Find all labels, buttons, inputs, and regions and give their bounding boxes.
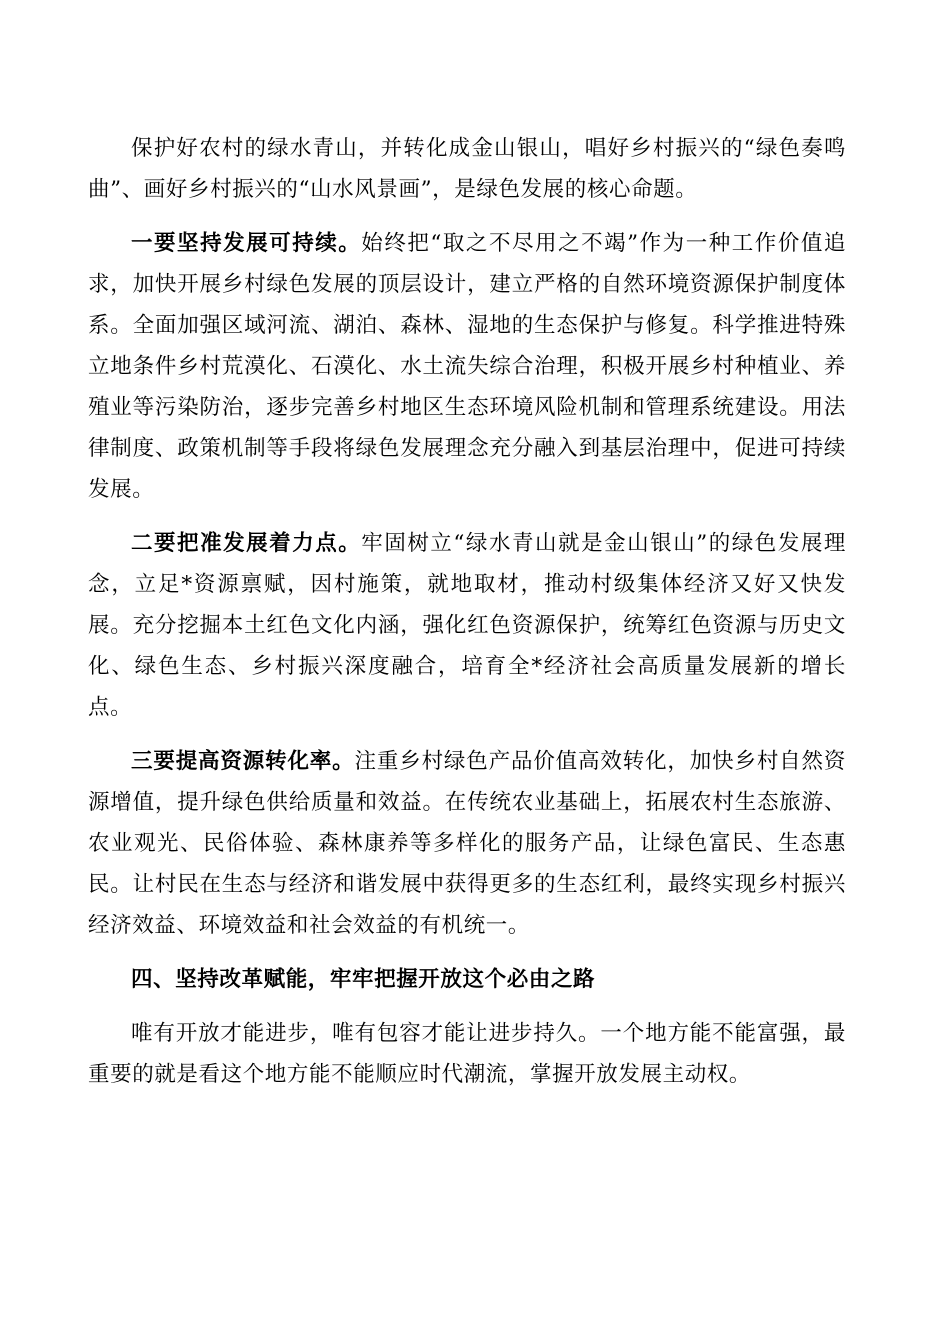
paragraph-focus-point bbox=[88, 523, 846, 728]
paragraph-text: 始终把“取之不尽用之不竭”作为一种工作价值追求，加快开展乡村绿色发展的顶层设计，建立严格的自然环境资源保护制度体系。全面加强区域河流、湖泊、森林、湿地的生态保护与修复。科学推进特殊立地条件乡村荒漠化、石漠化、水土流失综合治理，积极开展乡村种植业、养殖业等污染防治，逐步完善乡村地区生态环境风险机制和管理系统建设。用法律制度、政策机制等手段将绿色发展理念充分融入到基层治理中，促进可持续发展。 bbox=[88, 231, 846, 502]
paragraph-lead: 二要把准发展着力点。 bbox=[131, 531, 362, 556]
paragraph-lead: 三要提高资源转化率。 bbox=[131, 749, 355, 774]
document-page bbox=[88, 128, 846, 1108]
paragraph-lead: 一要坚持发展可持续。 bbox=[131, 231, 362, 256]
paragraph-text: 唯有开放才能进步，唯有包容才能让进步持久。一个地方能不能富强，最重要的就是看这个地方能不能顺应时代潮流，掌握开放发展主动权。 bbox=[88, 1021, 846, 1087]
paragraph-text: 牢固树立“绿水青山就是金山银山”的绿色发展理念，立足*资源禀赋，因村施策，就地取材，推动村级集体经济又好又快发展。充分挖掘本土红色文化内涵，强化红色资源保护，统筹红色资源与历史文化、绿色生态、乡村振兴深度融合，培育全*经济社会高质量发展新的增长点。 bbox=[88, 531, 846, 720]
section-heading: 四、坚持改革赋能，牢牢把握开放这个必由之路 bbox=[131, 967, 596, 992]
paragraph-text: 保护好农村的绿水青山，并转化成金山银山，唱好乡村振兴的“绿色奏鸣曲”、画好乡村振兴的“山水风景画”，是绿色发展的核心命题。 bbox=[88, 136, 846, 202]
paragraph-text: 注重乡村绿色产品价值高效转化，加快乡村自然资源增值，提升绿色供给质量和效益。在传统农业基础上，拓展农村生态旅游、农业观光、民俗体验、森林康养等多样化的服务产品，让绿色富民、生态惠民。让村民在生态与经济和谐发展中获得更多的生态红利，最终实现乡村振兴经济效益、环境效益和社会效益的有机统一。 bbox=[88, 749, 846, 938]
paragraph-intro bbox=[88, 128, 846, 210]
paragraph-conversion-rate bbox=[88, 741, 846, 946]
paragraph-sustainable bbox=[88, 223, 846, 510]
paragraph-closing bbox=[88, 1013, 846, 1095]
